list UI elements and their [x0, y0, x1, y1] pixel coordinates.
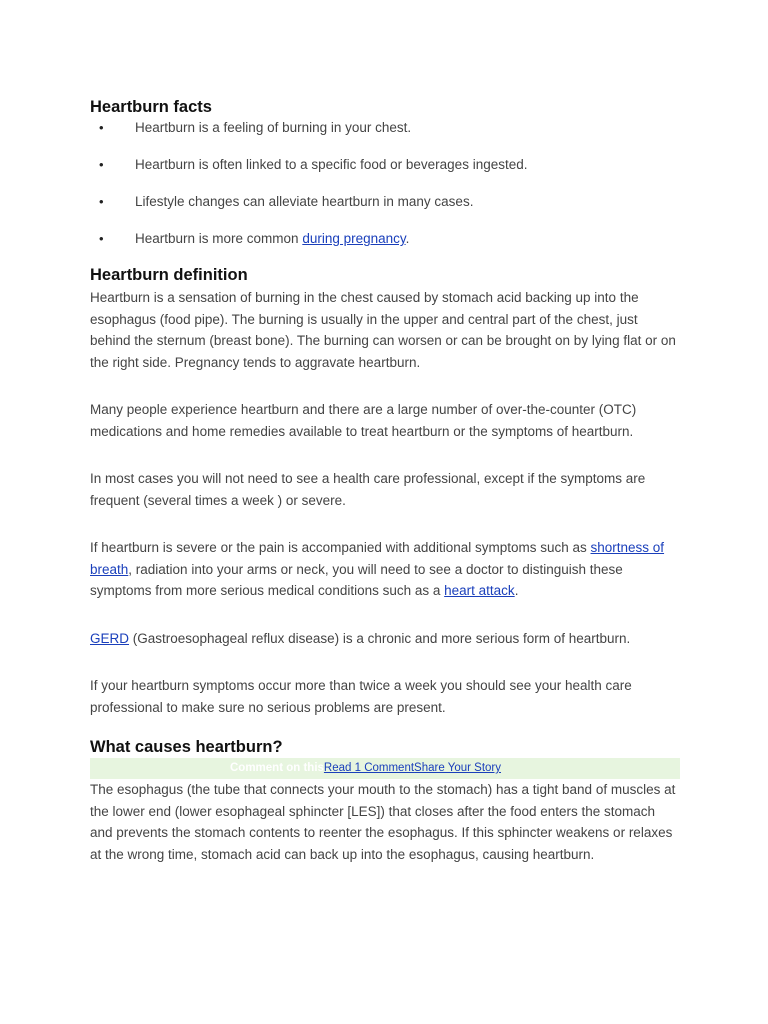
list-item — [90, 192, 680, 229]
what-causes-heading: What causes heartburn? — [90, 738, 283, 756]
fact-text: Heartburn is more common — [135, 231, 303, 246]
fact-text: Lifestyle changes can alleviate heartburn in many cases. — [135, 194, 474, 209]
fact-text: Heartburn is a feeling of burning in your chest. — [135, 120, 412, 135]
list-item: • Heartburn is more common during pregnancy. — [90, 229, 680, 266]
share-story-link[interactable]: Share Your Story — [414, 762, 501, 774]
heart-attack-link[interactable]: heart attack — [444, 583, 515, 598]
heartburn-facts-heading: Heartburn facts — [90, 98, 212, 116]
bullet-icon: • — [99, 231, 104, 246]
causes-paragraph-1: The esophagus (the tube that connects your mouth to the stomach) has a tight band of muscles at the lower end (lower esophageal sphincter [LES]) that closes after the food enters the stomach and prevents the stomach contents to reenter the esophagus. If this sphincter weakens or relaxes at the wrong time, stomach acid can back up into the esophagus, causing heartburn. — [90, 782, 676, 862]
fact-text: Heartburn is often linked to a specific food or beverages ingested. — [135, 157, 528, 172]
definition-paragraph-1: Heartburn is a sensation of burning in the chest caused by stomach acid backing up into the esophagus (food pipe). The burning is usually in the upper and central part of the chest, just behind the sternum (breast bone). The burning can worsen or can be brought on by lying flat or on the right side. Pregnancy tends to aggravate heartburn. — [90, 290, 676, 370]
bullet-icon: • — [99, 157, 104, 172]
list-item — [90, 155, 680, 192]
read-comment-link[interactable]: Read 1 Comment — [323, 762, 415, 774]
document-page — [90, 96, 680, 865]
definition-paragraph-2: Many people experience heartburn and there are a large number of over-the-counter (OTC) medications and home remedies available to treat heartburn or the symptoms of heartburn. — [90, 402, 637, 439]
list-item — [90, 118, 680, 155]
shortness-of-breath-link[interactable]: shortness of breath — [90, 540, 665, 577]
facts-list — [90, 118, 680, 266]
bullet-icon: • — [99, 120, 104, 135]
heartburn-definition-heading: Heartburn definition — [90, 266, 248, 284]
definition-paragraph-3: In most cases you will not need to see a health care professional, except if the symptoms are frequent (several times a week ) or severe. — [90, 471, 646, 508]
comment-on-this-label: Comment on this — [230, 762, 324, 774]
gerd-link[interactable]: GERD — [90, 630, 130, 646]
comment-bar — [90, 758, 680, 779]
during-pregnancy-link[interactable]: during pregnancy — [302, 231, 406, 246]
definition-paragraph-6: If your heartburn symptoms occur more than twice a week you should see your health care professional to make sure no serious problems are present. — [90, 678, 632, 715]
definition-paragraph-5: GERD (Gastroesophageal reflux disease) is a chronic and more serious form of heartburn. — [90, 630, 631, 646]
bullet-icon: • — [99, 194, 104, 209]
definition-paragraph-4: If heartburn is severe or the pain is accompanied with additional symptoms such as shortness of breath, radiation into your arms or neck, you will need to see a doctor to distinguish these symptoms from more serious medical conditions such as a heart attack. — [90, 540, 665, 598]
